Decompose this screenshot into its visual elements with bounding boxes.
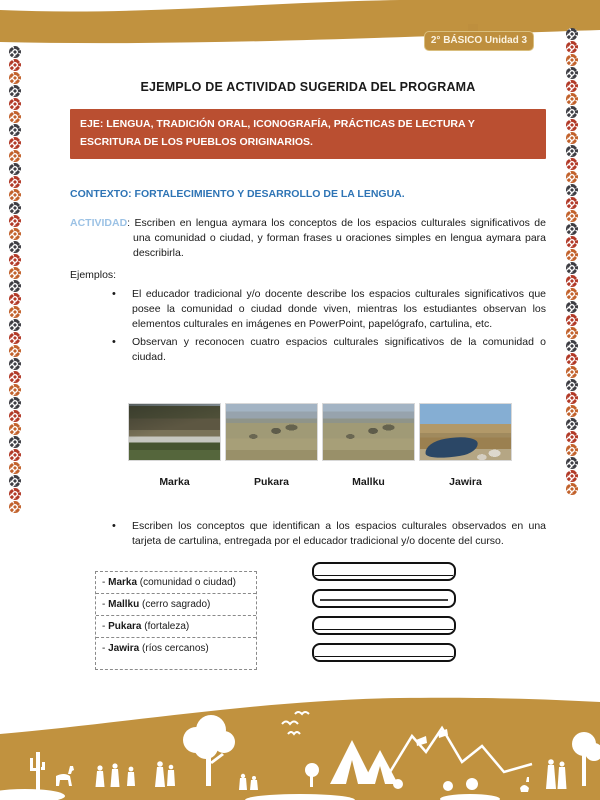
glossary-term: Jawira (108, 643, 140, 654)
medallion-icon (9, 46, 21, 58)
box-inner-line (315, 656, 453, 657)
medallion-icon (566, 236, 578, 248)
dash: - (102, 599, 109, 610)
table-row (96, 638, 256, 659)
left-border-ornament (9, 46, 21, 514)
medallion-icon (9, 228, 21, 240)
medallion-icon (566, 457, 578, 469)
table-row (96, 572, 256, 594)
medallion-icon (566, 67, 578, 79)
box-inner-line (315, 629, 453, 630)
page-title: EJEMPLO DE ACTIVIDAD SUGERIDA DEL PROGRAMA (140, 80, 476, 94)
medallion-icon (9, 163, 21, 175)
list-item: • El educador tradicional y/o docente describe los espacios culturales significativos que posee la comunidad o ciudad donde viven, mientras los estudiantes observan los elementos culturales en imágenes en PowerPoint, papelógrafo, cartulina, etc. (118, 287, 546, 333)
ejemplos-label: Ejemplos: (70, 268, 117, 281)
medallion-icon (566, 431, 578, 443)
medallion-icon (566, 184, 578, 196)
actividad-colon: : (127, 217, 135, 230)
medallion-icon (9, 488, 21, 500)
medallion-icon (566, 197, 578, 209)
medallion-icon (9, 59, 21, 71)
medallion-icon (566, 327, 578, 339)
medallion-icon (9, 124, 21, 136)
medallion-icon (9, 371, 21, 383)
medallion-icon (9, 98, 21, 110)
bush-icon (305, 763, 319, 777)
medallion-icon (9, 215, 21, 227)
medallion-icon (9, 501, 21, 513)
medallion-icon (566, 379, 578, 391)
answer-box-1[interactable] (312, 562, 456, 581)
medallion-icon (9, 306, 21, 318)
medallion-icon (566, 301, 578, 313)
medallion-icon (566, 353, 578, 365)
medallion-icon (566, 249, 578, 261)
river-shape (424, 434, 479, 460)
right-border-ornament (566, 28, 578, 496)
glossary-desc: (comunidad o ciudad) (137, 577, 236, 588)
medallion-icon (566, 314, 578, 326)
medallion-icon (9, 397, 21, 409)
table-row (96, 594, 256, 616)
photo-caption: Pukara (253, 476, 290, 488)
answer-boxes (312, 562, 456, 670)
medallion-icon (9, 241, 21, 253)
medallion-icon (566, 93, 578, 105)
medallion-icon (566, 223, 578, 235)
medallion-icon (566, 392, 578, 404)
photo-strip (128, 403, 512, 461)
medallion-icon (9, 176, 21, 188)
medallion-icon (9, 332, 21, 344)
contexto-heading: CONTEXTO: FORTALECIMIENTO Y DESARROLLO DE LA LENGUA. (70, 187, 405, 200)
photo-captions (128, 476, 518, 488)
tarjeta-instruction (70, 515, 546, 551)
medallion-icon (9, 280, 21, 292)
answer-box-3[interactable] (312, 616, 456, 635)
medallion-icon (9, 423, 21, 435)
medallion-icon (566, 444, 578, 456)
dash: - (102, 621, 109, 632)
medallion-icon (9, 449, 21, 461)
medallion-icon (566, 288, 578, 300)
glossary-term: Mallku (108, 599, 140, 610)
glossary-table (95, 571, 257, 670)
medallion-icon (9, 150, 21, 162)
medallion-icon (566, 41, 578, 53)
photo-marka (128, 403, 221, 461)
medallion-icon (9, 475, 21, 487)
photo-mallku (322, 403, 415, 461)
ejemplos-list (70, 287, 546, 365)
unit-badge: 2° BÁSICO Unidad 3 (424, 31, 534, 51)
medallion-icon (566, 28, 578, 40)
medallion-icon (9, 358, 21, 370)
medallion-icon (566, 119, 578, 131)
medallion-icon (566, 106, 578, 118)
medallion-icon (9, 345, 21, 357)
actividad-label: ACTIVIDAD (70, 217, 128, 230)
medallion-icon (566, 366, 578, 378)
medallion-icon (9, 137, 21, 149)
footer-landscape (0, 692, 600, 800)
medallion-icon (566, 54, 578, 66)
medallion-icon (9, 72, 21, 84)
medallion-icon (9, 293, 21, 305)
box-inner-line (315, 575, 453, 576)
photo-caption: Marka (159, 476, 190, 488)
medallion-icon (9, 410, 21, 422)
medallion-icon (9, 111, 21, 123)
medallion-icon (566, 262, 578, 274)
photo-caption: Mallku (352, 476, 385, 488)
glossary-desc: (cerro sagrado) (139, 599, 211, 610)
table-row (96, 616, 256, 638)
eje-banner: EJE: LENGUA, TRADICIÓN ORAL, ICONOGRAFÍA, PRÁCTICAS DE LECTURA Y ESCRITURA DE LOS PUEBLOS ORIGINARIOS. (70, 109, 546, 159)
medallion-icon (9, 85, 21, 97)
medallion-icon (9, 267, 21, 279)
photo-jawira (419, 403, 512, 461)
medallion-icon (9, 462, 21, 474)
medallion-icon (566, 158, 578, 170)
list-item: • Observan y reconocen cuatro espacios culturales significativos de la comunidad o ciudad. (118, 335, 546, 365)
medallion-icon (566, 340, 578, 352)
medallion-icon (9, 319, 21, 331)
list-item: • Escriben los conceptos que identifican a los espacios culturales observados en una tarjeta de cartulina, entregada por el educador tradicional y/o docente del curso. (118, 519, 546, 549)
medallion-icon (566, 483, 578, 495)
dash: - (102, 643, 109, 654)
glossary-desc: (fortaleza) (141, 621, 190, 632)
answer-box-2[interactable] (312, 589, 456, 608)
medallion-icon (566, 210, 578, 222)
medallion-icon (9, 436, 21, 448)
medallion-icon (9, 384, 21, 396)
dash: - (102, 577, 109, 588)
medallion-icon (566, 470, 578, 482)
medallion-icon (9, 202, 21, 214)
medallion-icon (566, 275, 578, 287)
actividad-text: Escriben en lengua aymara los conceptos de los espacios culturales significativos de una comunidad o ciudad, y forman frases u oraciones simples en lengua aymara para describirla. (133, 217, 546, 260)
medallion-icon (566, 418, 578, 430)
glossary-desc: (ríos cercanos) (139, 643, 209, 654)
box-answer-line (320, 599, 448, 601)
medallion-icon (9, 254, 21, 266)
medallion-icon (566, 405, 578, 417)
answer-box-4[interactable] (312, 643, 456, 662)
glossary-term: Pukara (108, 621, 142, 632)
actividad-paragraph (70, 216, 546, 262)
medallion-icon (9, 189, 21, 201)
photo-caption: Jawira (449, 476, 482, 488)
content-area (70, 70, 546, 367)
medallion-icon (566, 132, 578, 144)
work-area (95, 562, 546, 670)
medallion-icon (566, 80, 578, 92)
medallion-icon (566, 145, 578, 157)
glossary-term: Marka (108, 577, 138, 588)
photo-pukara (225, 403, 318, 461)
medallion-icon (566, 171, 578, 183)
